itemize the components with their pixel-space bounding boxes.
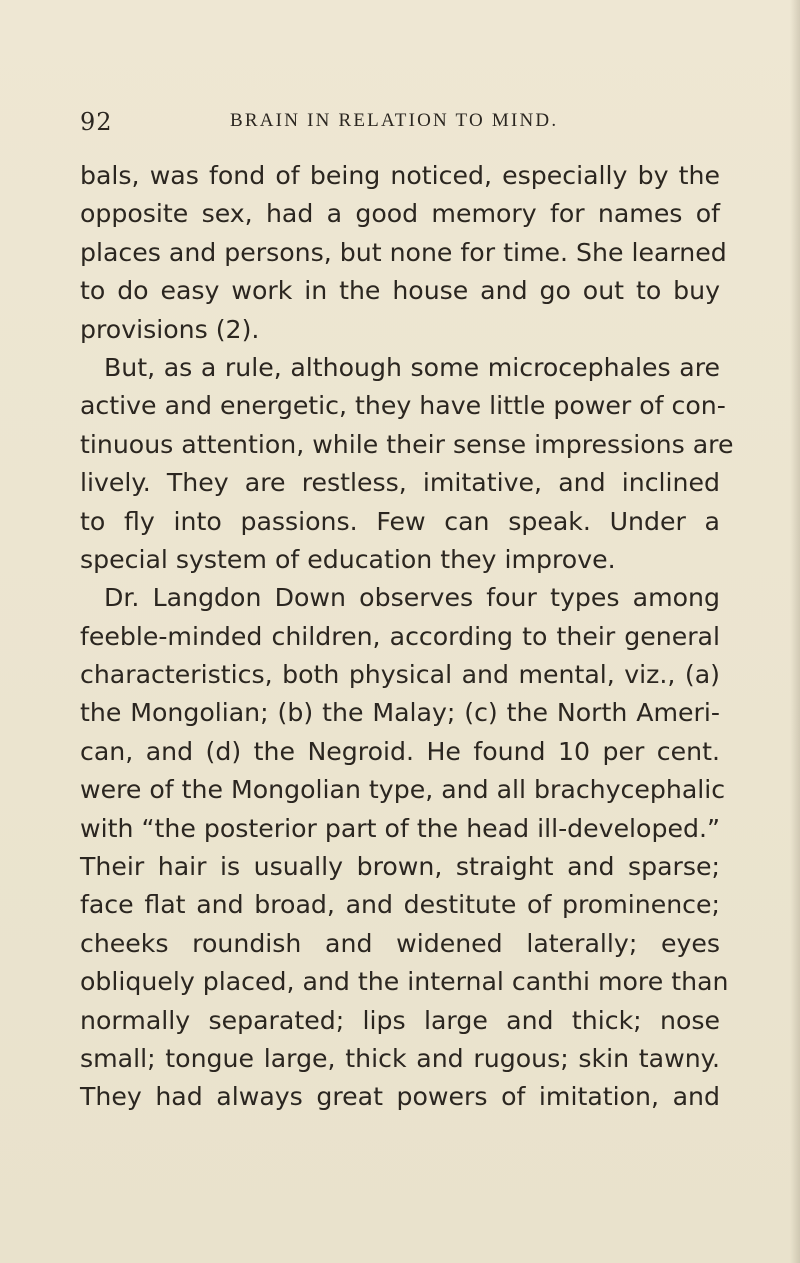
text-line: small; tongue large, thick and rugous; skin tawny.	[80, 1043, 720, 1073]
text-line: special system of education they improve.	[80, 544, 616, 574]
page-edge-shadow	[790, 0, 800, 1263]
page-number: 92	[80, 108, 113, 136]
text-line: feeble-minded children, according to their general	[80, 621, 720, 651]
running-title: BRAIN IN RELATION TO MIND.	[230, 110, 559, 131]
text-line: to fly into passions. Few can speak. Under a	[80, 506, 720, 536]
text-line: characteristics, both physical and mental, viz., (a)	[80, 660, 720, 690]
text-line: face flat and broad, and destitute of prominence;	[80, 890, 720, 920]
text-line: active and energetic, they have little power of con-	[80, 391, 726, 421]
text-line: tinuous attention, while their sense impressions are	[80, 429, 734, 459]
text-line: lively. They are restless, imitative, and inclined	[80, 468, 720, 498]
text-line: bals, was fond of being noticed, especially by the	[80, 161, 720, 190]
text-line: were of the Mongolian type, and all brachycephalic	[80, 775, 726, 805]
text-line: places and persons, but none for time. She learned	[80, 237, 727, 267]
text-line: opposite sex, had a good memory for names of	[80, 199, 720, 229]
text-line: Dr. Langdon Down observes four types among	[104, 583, 720, 613]
text-line: normally separated; lips large and thick; nose	[80, 1005, 720, 1035]
text-line: provisions (2).	[80, 314, 260, 344]
text-line: obliquely placed, and the internal canthi more than	[80, 967, 729, 997]
text-line: But, as a rule, although some microcephales are	[104, 352, 720, 382]
text-line: with “the posterior part of the head ill-developed.”	[80, 813, 720, 843]
text-line: Their hair is usually brown, straight and sparse;	[80, 852, 720, 882]
text-line: cheeks roundish and widened laterally; eyes	[80, 928, 720, 958]
text-line: can, and (d) the Negroid. He found 10 per cent.	[80, 736, 720, 766]
running-header	[80, 108, 720, 142]
text-line: to do easy work in the house and go out to buy	[80, 276, 720, 306]
body-text	[80, 157, 734, 1117]
text-line: They had always great powers of imitation, and	[80, 1082, 720, 1112]
text-line: the Mongolian; (b) the Malay; (c) the North Ameri-	[80, 698, 720, 728]
